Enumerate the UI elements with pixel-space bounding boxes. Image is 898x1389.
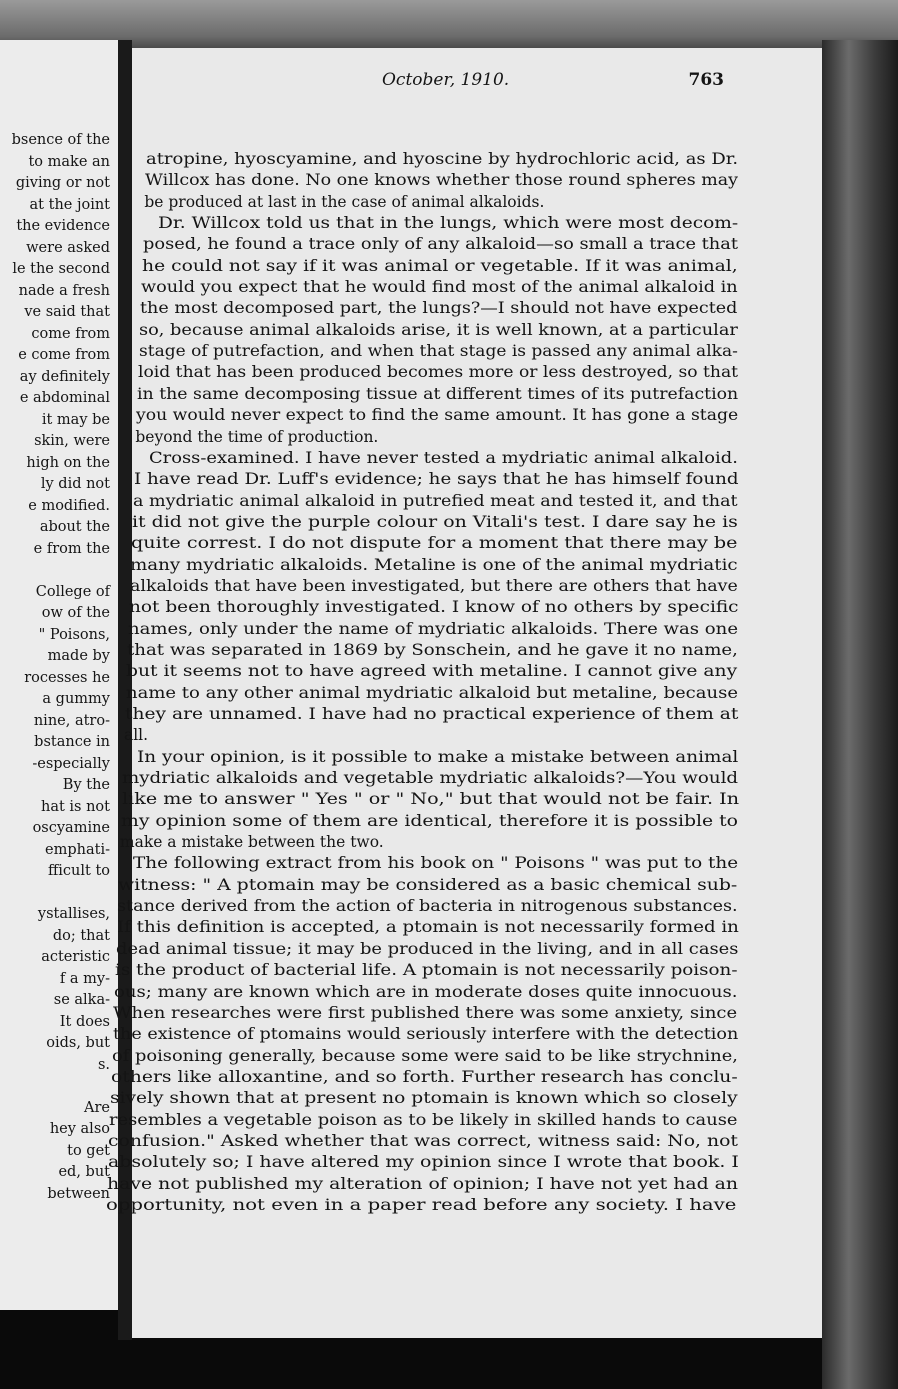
left-page-line: to make an [28, 153, 110, 170]
body-line: but it seems not to have agreed with metaline. I cannot give any [126, 662, 738, 681]
body-line: all. [123, 726, 149, 745]
body-line: in the same decomposing tissue at different times of its putrefaction [137, 384, 739, 403]
body-line: would you expect that he would find most of the animal alkaloid in [141, 278, 738, 297]
body-line: he could not say if it was animal or vegetable. If it was animal, [141, 256, 738, 275]
body-line: witness: " A ptomain may be considered as a basic chemical sub- [118, 875, 738, 894]
left-page-line: at the joint [29, 196, 110, 213]
left-page-line: It does [59, 1013, 110, 1030]
body-line: In your opinion, is it possible to make a mistake between animal [137, 747, 739, 766]
body-line: quite correst. I do not dispute for a moment that there may be [131, 534, 738, 553]
body-line: have not published my alteration of opinion; I have not yet had an [106, 1174, 738, 1193]
left-page-line: were asked [26, 239, 110, 256]
body-line: the existence of ptomains would seriously interfere with the detection [112, 1025, 738, 1044]
left-page-line: ow of the [41, 605, 110, 621]
body-line: confusion." Asked whether that was correct, witness said: No, not [108, 1131, 739, 1150]
header-date: October, 1910. [382, 70, 510, 90]
body-line: you would never expect to find the same amount. It has gone a stage [136, 406, 739, 425]
body-line: so, because animal alkaloids arise, it is well known, at a particular [139, 320, 739, 339]
left-page-line: bstance in [34, 734, 110, 750]
left-page-line: ay definitely [19, 368, 110, 385]
body-line: dead animal tissue; it may be produced in the living, and in all cases [115, 939, 739, 958]
body-line: alkaloids that have been investigated, but there are others that have [129, 576, 738, 595]
body-line: of poisoning generally, because some were said to be like strychnine, [111, 1046, 738, 1065]
left-page-line: Are [84, 1099, 110, 1116]
left-page-line: ed, but [58, 1164, 110, 1180]
body-line: resembles a vegetable poison as to be likely in skilled hands to cause [109, 1110, 738, 1129]
body-line: opportunity, not even in a paper read before any society. I have [106, 1196, 737, 1214]
body-line: name to any other animal mydriatic alkaloid but metaline, because [125, 683, 738, 702]
left-page-line: nine, atro- [33, 712, 110, 729]
left-page-line: By the [62, 777, 110, 793]
body-line: many mydriatic alkaloids. Metaline is one of the animal mydriatic [130, 555, 739, 574]
left-page-line: a gummy [42, 691, 110, 707]
left-page-line: e from the [33, 540, 110, 557]
body-line: like me to answer " Yes " or " No," but that would not be fair. In [121, 790, 739, 809]
body-line: sively shown that at present no ptomain is known which so closely [110, 1089, 738, 1108]
body-line: Dr. Willcox told us that in the lungs, which were most decom- [157, 214, 738, 233]
body-line: If this definition is accepted, a ptomain is not necessarily formed in [116, 918, 739, 937]
running-header [250, 70, 730, 92]
left-page-line: acteristic [41, 949, 110, 965]
body-line: they are unnamed. I have had no practical experience of them at [124, 705, 739, 724]
left-page-line: " Poisons, [38, 626, 110, 643]
body-line: stance derived from the action of bacteria in nitrogenous substances. [117, 897, 739, 916]
left-page-line: skin, were [34, 433, 110, 449]
left-page-line: -especially [32, 755, 110, 772]
left-page-line: hat is not [40, 798, 110, 815]
body-line: be produced at last in the case of animal alkaloids. [144, 192, 545, 211]
body-line: names, only under the name of mydriatic alkaloids. There was one [128, 619, 739, 638]
left-page-line: giving or not [15, 175, 110, 191]
left-page-line: come from [31, 325, 110, 342]
left-page-line: to get [67, 1142, 110, 1159]
body-line: ous; many are known which are in moderate doses quite innocuous. [114, 982, 738, 1001]
body-line: loid that has been produced becomes more or less destroyed, so that [137, 363, 738, 382]
left-page-line: ve said that [24, 304, 110, 320]
left-page-line: fficult to [47, 863, 110, 879]
left-page-line: f a my- [59, 970, 110, 987]
body-line: others like alloxantine, and so forth. Further research has conclu- [110, 1067, 738, 1086]
left-page-line: nade a fresh [18, 282, 110, 299]
body-line: my opinion some of them are identical, therefore it is possible to [120, 811, 738, 830]
left-page-line: emphati- [45, 841, 110, 858]
body-line: it did not give the purple colour on Vitali's test. I dare say he is [132, 512, 738, 531]
left-page-line: oscyamine [32, 820, 110, 836]
left-page-line: high on the [26, 454, 110, 471]
left-page-line: se alka- [53, 992, 110, 1008]
left-facing-page [0, 40, 120, 1310]
left-page-line: e abdominal [19, 390, 110, 406]
body-line: Cross-examined. I have never tested a mydriatic animal alkaloid. [148, 448, 738, 467]
left-page-line: it may be [41, 411, 110, 428]
body-line: beyond the time of production. [135, 427, 379, 446]
body-line: absolutely so; I have altered my opinion since I wrote that book. I [107, 1153, 739, 1172]
scan-right-margin [822, 40, 898, 1389]
left-page-line: College of [35, 583, 110, 600]
left-page-line: made by [47, 648, 110, 664]
body-line: stage of putrefaction, and when that stage is passed any animal alka- [138, 342, 738, 361]
body-line: When researches were first published there was some anxiety, since [113, 1003, 738, 1022]
left-page-line: ly did not [40, 476, 110, 492]
left-page-line: hey also [49, 1121, 110, 1137]
left-page-line: the evidence [16, 218, 110, 234]
left-page-line: do; that [52, 927, 110, 944]
left-page-line: e modified. [28, 497, 110, 514]
body-line: posed, he found a trace only of any alkaloid—so small a trace that [142, 235, 738, 254]
body-line: atropine, hyoscyamine, and hyoscine by hydrochloric acid, as Dr. [146, 150, 739, 168]
left-page-line: le the second [12, 261, 110, 277]
body-line: The following extract from his book on " Poisons " was put to the [133, 854, 739, 873]
left-page-line: bsence of the [11, 132, 110, 148]
body-line: mydriatic alkaloids and vegetable mydriatic alkaloids?—You would [122, 769, 739, 788]
body-line: a mydriatic animal alkaloid in putrefied meat and tested it, and that [132, 491, 738, 510]
left-page-line: between [47, 1185, 110, 1202]
body-line: not been thoroughly investigated. I know of no others by specific [128, 598, 739, 617]
left-page-line: s. [97, 1056, 110, 1073]
body-line: the most decomposed part, the lungs?—I should not have expected [140, 299, 738, 318]
left-page-line: oids, but [46, 1035, 110, 1051]
body-line: is the product of bacterial life. A ptomain is not necessarily poison- [114, 961, 738, 980]
left-page-line: e come from [18, 347, 110, 363]
body-line: make a mistake between the two. [119, 833, 384, 852]
body-line: I have read Dr. Luff's evidence; he says that he has himself found [133, 470, 739, 489]
body-line: Willcox has done. No one knows whether those round spheres may [145, 171, 739, 190]
page-number: 763 [688, 70, 724, 90]
body-line: that was separated in 1869 by Sonschein, and he gave it no name, [127, 640, 739, 659]
left-page-line: about the [39, 519, 110, 535]
left-page-line: ystallises, [37, 906, 110, 922]
left-page-line: rocesses he [24, 669, 110, 686]
